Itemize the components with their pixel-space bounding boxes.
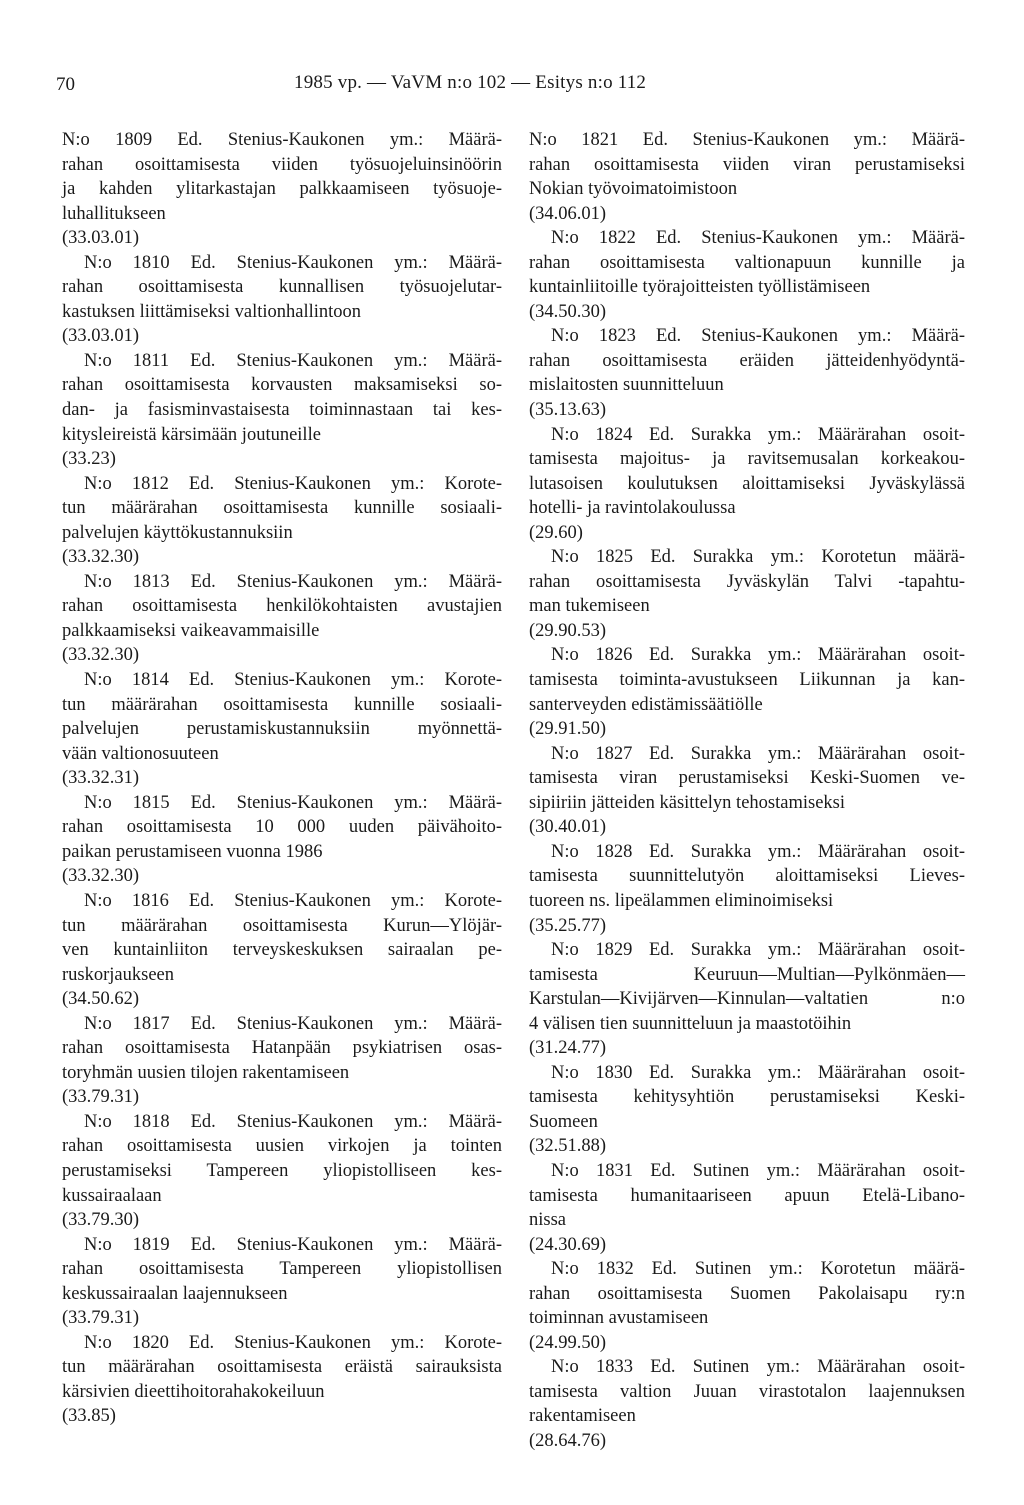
motion-entry	[62, 1012, 502, 1110]
right-column	[529, 128, 965, 1454]
budget-item-reference: (33.85)	[62, 1406, 116, 1427]
motion-entry	[529, 324, 965, 422]
budget-item-reference: (34.50.62)	[62, 989, 140, 1010]
budget-item-reference: (28.64.76)	[529, 1430, 607, 1451]
motion-entry	[62, 349, 502, 472]
running-head: 1985 vp. — VaVM n:o 102 — Esitys n:o 112	[294, 72, 647, 93]
motion-entry	[529, 643, 965, 741]
motion-text-line: Karstulan—Kivijärven—Kinnulan—valtatien n:o	[529, 989, 965, 1010]
motion-text-line: nissa	[529, 1210, 566, 1231]
motion-entry	[529, 1355, 965, 1453]
motion-text-line: rahan osoittamisesta korvausten maksamiseksi so-	[62, 375, 502, 396]
motion-title-line: N:o 1817 Ed. Stenius-Kaukonen ym.: Määrä-	[84, 1013, 502, 1034]
budget-item-reference: (31.24.77)	[529, 1038, 607, 1059]
motion-title-line: N:o 1822 Ed. Stenius-Kaukonen ym.: Määrä-	[551, 228, 965, 249]
motion-entry	[529, 1257, 965, 1355]
motion-entry	[62, 1110, 502, 1233]
motion-text-line: toryhmän uusien tilojen rakentamiseen	[62, 1062, 350, 1083]
budget-item-reference: (34.50.30)	[529, 301, 607, 322]
motion-text-line: rahan osoittamisesta henkilökohtaisten avustajien	[62, 596, 502, 617]
motion-text-line: palkkaamiseksi vaikeavammaisille	[62, 620, 320, 641]
budget-item-reference: (24.30.69)	[529, 1234, 607, 1255]
motion-title-line: N:o 1819 Ed. Stenius-Kaukonen ym.: Määrä-	[84, 1234, 502, 1255]
budget-item-reference: (29.60)	[529, 522, 583, 543]
motion-entry	[529, 1061, 965, 1159]
budget-item-reference: (33.79.30)	[62, 1210, 140, 1231]
motion-text-line: santerveyden edistämissäätiölle	[529, 694, 763, 715]
budget-item-reference: (33.79.31)	[62, 1308, 140, 1329]
motion-text-line: ven kuntainliiton terveyskeskuksen sairaalan pe-	[62, 940, 502, 961]
motion-entry	[62, 472, 502, 570]
motion-text-line: ruskorjaukseen	[62, 964, 174, 985]
motion-text-line: sipiiriin jätteiden käsittelyn tehostamiseksi	[529, 792, 845, 813]
budget-item-reference: (29.91.50)	[529, 719, 607, 740]
budget-item-reference: (29.90.53)	[529, 620, 607, 641]
motion-title-line: N:o 1816 Ed. Stenius-Kaukonen ym.: Korote-	[84, 890, 502, 911]
motion-text-line: 4 välisen tien suunnitteluun ja maastotöihin	[529, 1013, 852, 1034]
motion-entry	[62, 128, 502, 251]
budget-item-reference: (32.51.88)	[529, 1136, 607, 1157]
budget-item-reference: (33.03.01)	[62, 228, 140, 249]
motion-text-line: tamisesta valtion Juuan virastotalon laajennuksen	[529, 1381, 965, 1402]
motion-text-line: luhallitukseen	[62, 203, 166, 224]
motion-entry	[529, 128, 965, 226]
budget-item-reference: (33.79.31)	[62, 1087, 140, 1108]
motion-title-line: N:o 1820 Ed. Stenius-Kaukonen ym.: Korote-	[84, 1332, 502, 1353]
motion-title-line: N:o 1827 Ed. Surakka ym.: Määrärahan osoit-	[551, 743, 965, 764]
motion-title-line: N:o 1812 Ed. Stenius-Kaukonen ym.: Korote-	[84, 473, 502, 494]
motion-title-line: N:o 1818 Ed. Stenius-Kaukonen ym.: Määrä-	[84, 1111, 502, 1132]
motion-entry	[62, 668, 502, 791]
motion-title-line: N:o 1811 Ed. Stenius-Kaukonen ym.: Määrä-	[84, 350, 502, 371]
motion-title-line: N:o 1829 Ed. Surakka ym.: Määrärahan osoit-	[551, 940, 965, 961]
motion-text-line: rahan osoittamisesta eräiden jätteidenhyödyntä-	[529, 350, 965, 371]
motion-text-line: tamisesta kehitysyhtiön perustamiseksi Keski-	[529, 1087, 965, 1108]
motion-text-line: man tukemiseen	[529, 596, 650, 617]
motion-title-line: N:o 1824 Ed. Surakka ym.: Määrärahan osoit-	[551, 424, 965, 445]
budget-item-reference: (24.99.50)	[529, 1332, 607, 1353]
motion-entry	[62, 570, 502, 668]
motion-entry	[529, 423, 965, 546]
motion-title-line: N:o 1823 Ed. Stenius-Kaukonen ym.: Määrä-	[551, 326, 965, 347]
motion-text-line: rahan osoittamisesta Hatanpään psykiatrisen osas-	[62, 1038, 502, 1059]
motion-text-line: keskussairaalan laajennukseen	[62, 1283, 288, 1304]
motion-text-line: tun määrärahan osoittamisesta kunnille sosiaali-	[62, 694, 502, 715]
page-number: 70	[56, 74, 75, 95]
motion-text-line: rahan osoittamisesta viiden viran perustamiseksi	[529, 154, 965, 175]
motion-text-line: vään valtionosuuteen	[62, 743, 219, 764]
budget-item-reference: (33.32.30)	[62, 547, 140, 568]
left-column	[62, 128, 502, 1429]
motion-text-line: hotelli- ja ravintolakoulussa	[529, 498, 736, 519]
motion-text-line: paikan perustamiseen vuonna 1986	[62, 841, 323, 862]
motion-text-line: tuoreen ns. lipeälammen eliminoimiseksi	[529, 890, 834, 911]
motion-text-line: tamisesta suunnittelutyön aloittamiseksi Lieves-	[529, 866, 965, 887]
motion-text-line: tamisesta humanitaariseen apuun Etelä-Libano-	[529, 1185, 965, 1206]
motion-entry	[529, 545, 965, 643]
motion-title-line: N:o 1815 Ed. Stenius-Kaukonen ym.: Määrä-	[84, 792, 502, 813]
motion-text-line: rahan osoittamisesta Suomen Pakolaisapu ry:n	[529, 1283, 965, 1304]
motion-title-line: N:o 1832 Ed. Sutinen ym.: Korotetun määrä-	[551, 1259, 965, 1280]
motion-text-line: rahan osoittamisesta kunnallisen työsuojelutar-	[62, 277, 502, 298]
motion-entry	[529, 1159, 965, 1257]
motion-entry	[62, 889, 502, 1012]
budget-item-reference: (35.25.77)	[529, 915, 607, 936]
motion-text-line: rahan osoittamisesta Jyväskylän Talvi -tapahtu-	[529, 571, 965, 592]
budget-item-reference: (33.32.30)	[62, 645, 140, 666]
budget-item-reference: (33.32.31)	[62, 768, 140, 789]
motion-text-line: palvelujen käyttökustannuksiin	[62, 522, 293, 543]
motion-title-line: N:o 1830 Ed. Surakka ym.: Määrärahan osoit-	[551, 1062, 965, 1083]
motion-text-line: kuntainliitoille työrajoitteisten työllistämiseen	[529, 277, 871, 298]
motion-text-line: tun määrärahan osoittamisesta kunnille sosiaali-	[62, 498, 502, 519]
motion-text-line: Suomeen	[529, 1111, 598, 1132]
motion-text-line: kitysleireistä kärsimään joutuneille	[62, 424, 321, 445]
motion-text-line: tun määrärahan osoittamisesta Kurun—Ylöjär-	[62, 915, 502, 936]
motion-entry	[529, 742, 965, 840]
motion-text-line: rahan osoittamisesta valtionapuun kunnille ja	[529, 252, 965, 273]
motion-text-line: dan- ja fasisminvastaisesta toiminnastaan tai kes-	[62, 400, 502, 421]
budget-item-reference: (33.32.30)	[62, 866, 140, 887]
motion-text-line: tamisesta majoitus- ja ravitsemusalan korkeakou-	[529, 449, 965, 470]
motion-text-line: rahan osoittamisesta viiden työsuojeluinsinöörin	[62, 154, 502, 175]
budget-item-reference: (35.13.63)	[529, 400, 607, 421]
motion-text-line: ja kahden ylitarkastajan palkkaamiseen työsuoje-	[62, 179, 502, 200]
motion-text-line: tamisesta toiminta-avustukseen Liikunnan ja kan-	[529, 670, 965, 691]
motion-title-line: N:o 1831 Ed. Sutinen ym.: Määrärahan osoit-	[551, 1160, 965, 1181]
budget-item-reference: (33.23)	[62, 449, 116, 470]
motion-text-line: Nokian työvoimatoimistoon	[529, 179, 738, 200]
motion-entry	[529, 840, 965, 938]
motion-text-line: perustamiseksi Tampereen yliopistolliseen kes-	[62, 1160, 502, 1181]
motion-title-line: N:o 1828 Ed. Surakka ym.: Määrärahan osoit-	[551, 841, 965, 862]
motion-entry	[62, 251, 502, 349]
motion-text-line: kastuksen liittämiseksi valtionhallintoon	[62, 301, 362, 322]
motion-title-line: N:o 1826 Ed. Surakka ym.: Määrärahan osoit-	[551, 645, 965, 666]
motion-title-line: N:o 1814 Ed. Stenius-Kaukonen ym.: Korote-	[84, 670, 502, 691]
motion-text-line: toiminnan avustamiseen	[529, 1308, 709, 1329]
motion-entry	[62, 1331, 502, 1429]
motion-entry	[529, 938, 965, 1061]
motion-entry	[62, 791, 502, 889]
budget-item-reference: (34.06.01)	[529, 203, 607, 224]
motion-text-line: lutasoisen koulutuksen aloittamiseksi Jyväskylässä	[529, 473, 965, 494]
motion-title-line: N:o 1833 Ed. Sutinen ym.: Määrärahan osoit-	[551, 1357, 965, 1378]
motion-entry	[529, 226, 965, 324]
motion-title-line: N:o 1821 Ed. Stenius-Kaukonen ym.: Määrä-	[529, 130, 965, 150]
motion-title-line: N:o 1813 Ed. Stenius-Kaukonen ym.: Määrä-	[84, 571, 502, 592]
motion-text-line: rahan osoittamisesta Tampereen yliopistollisen	[62, 1259, 502, 1280]
motion-entry	[62, 1233, 502, 1331]
motion-title-line: N:o 1810 Ed. Stenius-Kaukonen ym.: Määrä-	[84, 252, 502, 273]
motion-title-line: N:o 1809 Ed. Stenius-Kaukonen ym.: Määrä-	[62, 130, 502, 150]
motion-text-line: rahan osoittamisesta 10 000 uuden päivähoito-	[62, 817, 502, 838]
motion-title-line: N:o 1825 Ed. Surakka ym.: Korotetun määrä-	[551, 547, 965, 568]
motion-text-line: palvelujen perustamiskustannuksiin myönnettä-	[62, 719, 502, 740]
motion-text-line: kussairaalaan	[62, 1185, 162, 1206]
budget-item-reference: (33.03.01)	[62, 326, 140, 347]
motion-text-line: tun määrärahan osoittamisesta eräistä sairauksista	[62, 1357, 502, 1378]
motion-text-line: tamisesta viran perustamiseksi Keski-Suomen ve-	[529, 768, 965, 789]
motion-text-line: rakentamiseen	[529, 1406, 636, 1427]
budget-item-reference: (30.40.01)	[529, 817, 607, 838]
motion-text-line: tamisesta Keuruun—Multian—Pylkönmäen—	[529, 964, 965, 985]
motion-text-line: mislaitosten suunnitteluun	[529, 375, 724, 396]
motion-text-line: kärsivien dieettihoitorahakokeiluun	[62, 1381, 325, 1402]
motion-text-line: rahan osoittamisesta uusien virkojen ja tointen	[62, 1136, 502, 1157]
